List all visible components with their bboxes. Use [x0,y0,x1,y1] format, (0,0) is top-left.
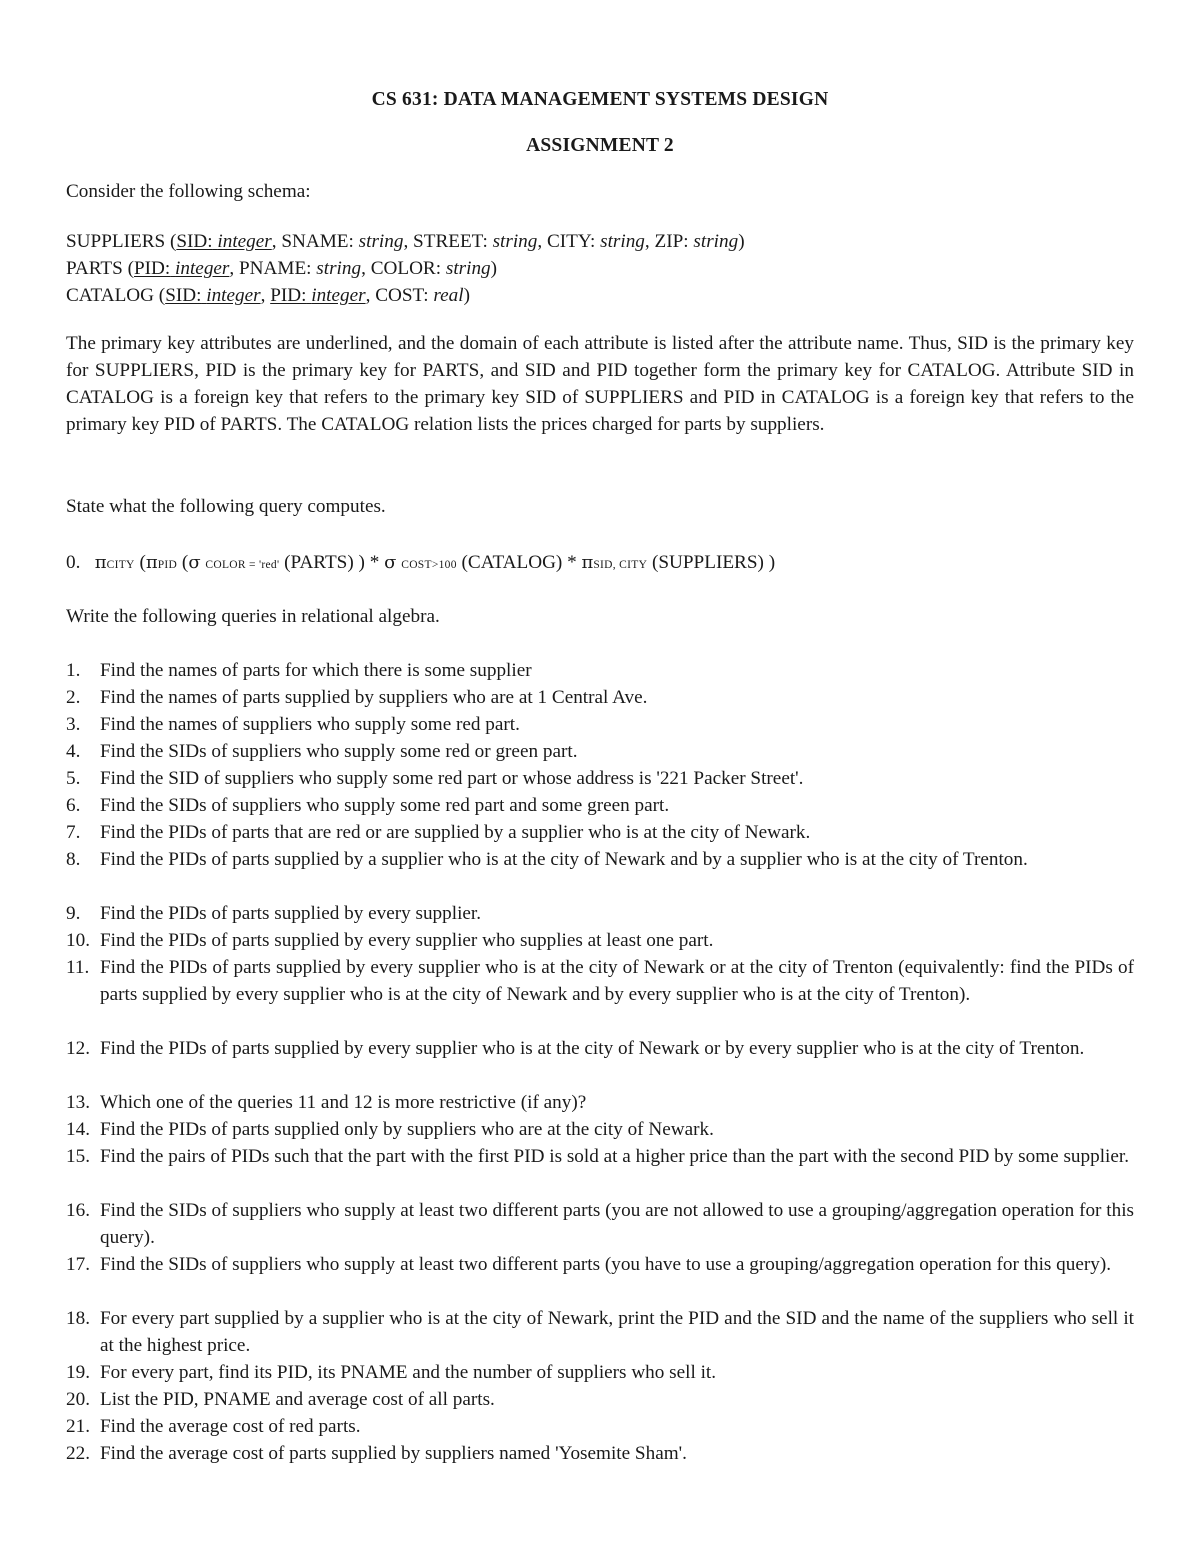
sigma-symbol: σ [188,552,201,573]
schema-parts: PARTS (PID: integer, PNAME: string, COLOR: string) [66,258,498,279]
query-0: 0. πCITY (πPID (σ COLOR = 'red' (PARTS) ) * σ COST>100 (CATALOG) * πSID, CITY (SUPPLIERS) ) [66,552,776,573]
state-prompt: State what the following query computes. [66,496,386,517]
schema-suppliers: SUPPLIERS (SID: integer, SNAME: string, STREET: string, CITY: string, ZIP: string) [66,231,745,252]
schema-catalog: CATALOG (SID: integer, PID: integer, COST: real) [66,285,470,306]
primary-key-sid: SID: integer [165,285,261,306]
intro-text: Consider the following schema: [66,181,311,202]
course-title: CS 631: DATA MANAGEMENT SYSTEMS DESIGN [371,89,829,110]
sigma-symbol: σ [384,552,397,573]
pi-symbol: π [581,552,594,573]
pi-symbol: π [145,552,158,573]
primary-key-pid: PID: integer [270,285,366,306]
schema-description: The primary key attributes are underlined, and the domain of each attribute is listed after the attribute name. Thus, SID is the primary key for SUPPLIERS, PID is the primary key for PARTS, and SID and PID together form the primary key for CATALOG. Attribute SID in CATALOG is a foreign key that refers to the primary key SID of SUPPLIERS and PID in CATALOG is a foreign key that refers to the primary key PID of PARTS. The CATALOG relation lists the prices charged for parts by suppliers. [66,333,1134,435]
pi-symbol: π [94,552,107,573]
primary-key-pid: PID: integer [134,258,230,279]
assignment-title: ASSIGNMENT 2 [526,135,674,156]
write-prompt: Write the following queries in relational algebra. [66,606,440,627]
document-page: CS 631: DATA MANAGEMENT SYSTEMS DESIGN ASSIGNMENT 2 Consider the following schema: SUPPLIERS (SID: integer, SNAME: string, STREET: string, CITY: string, ZIP: string) PARTS (PID: integer, PNAME: string, COLOR: string) CATALOG (SID: integer, PID: integer, COST: real) The primary key attributes are underlined, and the domain of each attribute is listed after the attribute name. Thus, SID is the primary key for SUPPLIERS, PID is the primary key for PARTS, and SID and PID together form the primary key for CATALOG. Attribute SID in CATALOG is a foreign key that refers to the primary key SID of SUPPLIERS and PID in CATALOG is a foreign key that refers to the primary key PID of PARTS. The CATALOG relation lists the prices charged for parts by suppliers. State what the following query computes. 0. πCITY (πPID (σ COLOR = 'red' (PARTS) ) * σ COST>100 (CATALOG) * πSID, CITY (SUPPLIERS) ) Write the following queries in relational algebra. 1. Find the names of parts for which there is some supplier 2. Find the names of parts supplied by suppliers who are at 1 Central Ave. 3. Find the names of suppliers who supply some red part. 4. Find the SIDs of suppliers who supply some red or green part. 5. Find the SID of suppliers who supply some red part or whose address is '221 Packer Street'. 6. Find the SIDs of suppliers who supply some red part and some green part. 7. Find the PIDs of parts that are red or are supplied by a supplier who is at the city of Newark. 8. Find the PIDs of parts supplied by a supplier who is at the city of Newark and by a supplier who is at the city of Trenton. 9. Find the PIDs of parts supplied by every supplier. 10. Find the PIDs of parts supplied by every supplier who supplies at least one part. 11. Find the PIDs of parts supplied by every supplier who is at the city of Newark or at the city of Trenton (equivalently: find the PIDs of parts supplied by every supplier who is at the city of Newark and by every supplier who is at the city of Trenton). 12. Find the PIDs of parts supplied by every supplier who is at the city of Newark or by every supplier who is at the city of Trenton. 13. Which one of the queries 11 and 12 is more restrictive (if any)? 14. Find the PIDs of parts supplied only by suppliers who are at the city of Newark. 15. Find the pairs of PIDs such that the part with the first PID is sold at a higher price than the part with the second PID by some supplier. 16. Find the SIDs of suppliers who supply at least two different parts (you are not allowed to use a grouping/aggregation operation for this query). 17. Find the SIDs of suppliers who supply at least two different parts (you have to use a grouping/aggregation operation for this query). 18. For every part supplied by a supplier who is at the city of Newark, print the PID and the SID and the name of the suppliers who sell it at the highest price. 19. For every part, find its PID, its PNAME and the number of suppliers who sell it. 20. List the PID, PNAME and average cost of all parts. 21. Find the average cost of red parts. 22. Find the average cost of parts supplied by suppliers named 'Yosemite Sham'. [0,0,1200,1553]
primary-key-sid: SID: integer [176,231,272,252]
